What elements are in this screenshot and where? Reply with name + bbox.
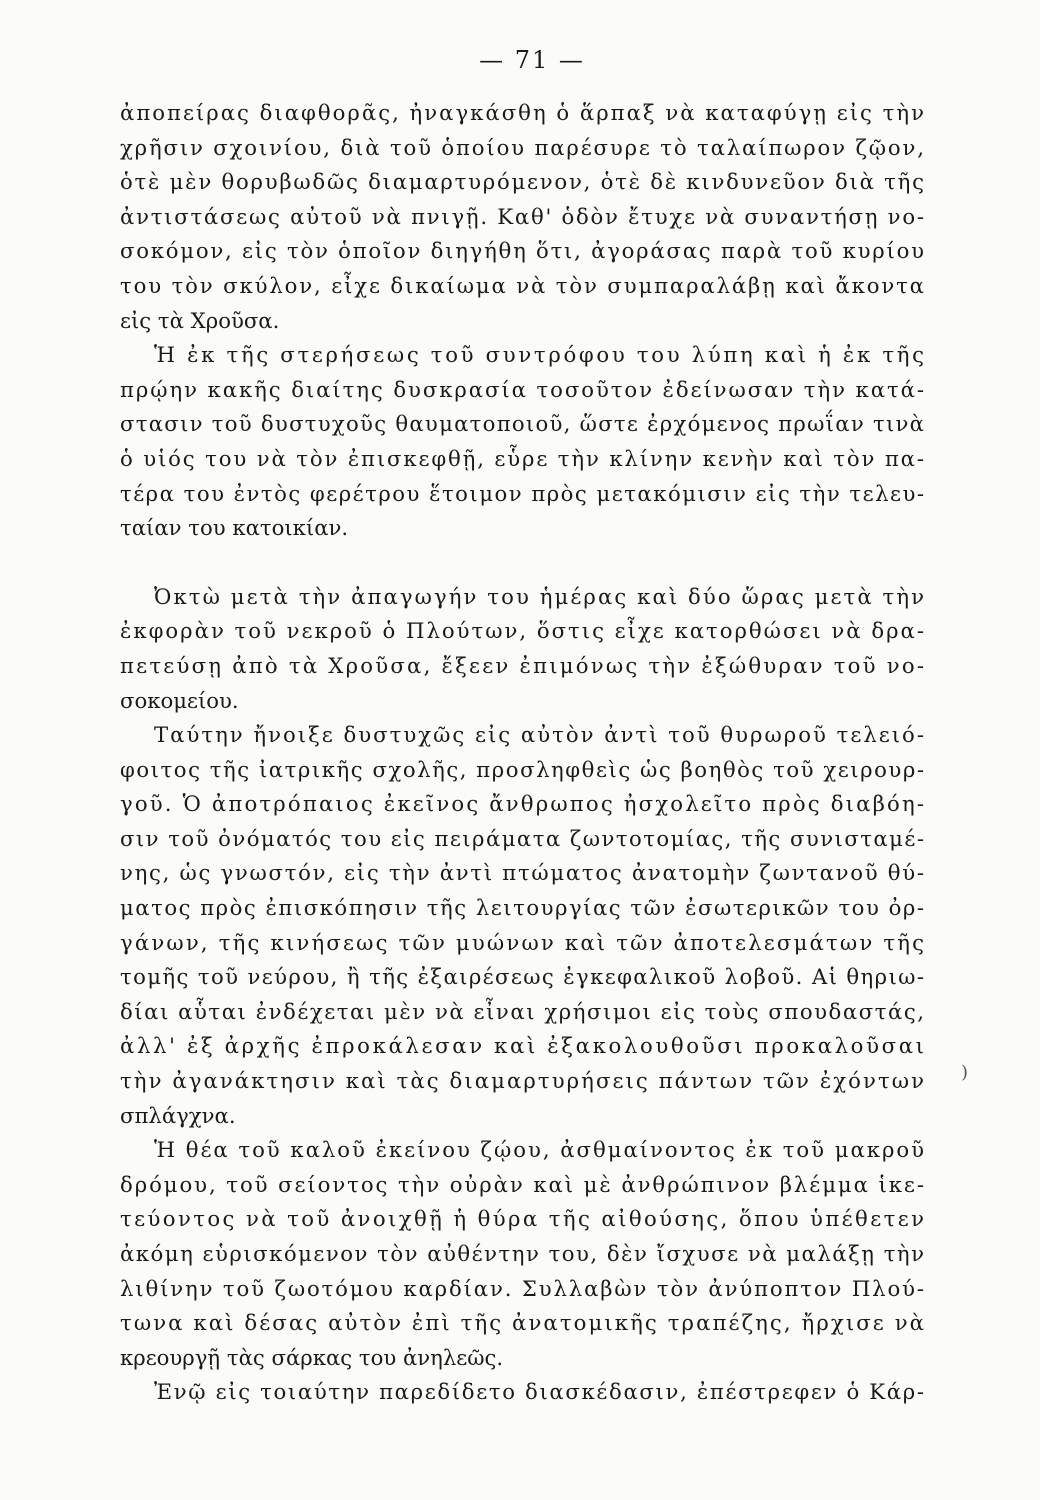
- text-line: τέρα του ἐντὸς φερέτρου ἕτοιμον πρὸς μετακόμισιν εἰς τὴν τελευ-: [120, 480, 926, 506]
- text-line: ἀκόμη εὑρισκόμενον τὸν αὐθέντην του, δὲν ἴσχυσε νὰ μαλάξῃ τὴν: [120, 1241, 926, 1266]
- text-line: Ἡ θέα τοῦ καλοῦ ἐκείνου ζῴου, ἀσθμαίνοντος ἐκ τοῦ μακροῦ: [154, 1137, 926, 1163]
- paragraph-3: [120, 580, 927, 718]
- text-line: στασιν τοῦ δυστυχοῦς θαυματοποιοῦ, ὥστε ἐρχόμενος πρωΐαν τινὰ: [120, 411, 926, 437]
- text-line: λιθίνην τοῦ ζωοτόμου καρδίαν. Συλλαβὼν τὸν ἀνύποπτον Πλού-: [120, 1275, 926, 1301]
- text-line: ἀντιστάσεως αὐτοῦ νὰ πνιγῇ. Καθ' ὁδὸν ἔτυχε νὰ συναντήσῃ νο-: [120, 203, 926, 229]
- text-line: χρῆσιν σχοινίου, διὰ τοῦ ὁποίου παρέσυρε τὸ ταλαίπωρον ζῷον,: [120, 134, 926, 160]
- text-line: τομῆς τοῦ νεύρου, ἢ τῆς ἐξαιρέσεως ἐγκεφαλικοῦ λοβοῦ. Αἱ θηριω-: [120, 964, 926, 990]
- paragraph-1: [120, 96, 924, 338]
- paragraph-4: [120, 718, 927, 1133]
- text-line: Ὀκτὼ μετὰ τὴν ἀπαγωγήν του ἡμέρας καὶ δύο ὥρας μετὰ τὴν: [154, 583, 927, 609]
- text-line: ὁ υἱός του νὰ τὸν ἐπισκεφθῇ, εὗρε τὴν κλίνην κενὴν καὶ τὸν πα-: [120, 445, 926, 471]
- paragraph-gap: [120, 546, 924, 580]
- text-line: δίαι αὗται ἐνδέχεται μὲν νὰ εἶναι χρήσιμοι εἰς τοὺς σπουδαστάς,: [120, 998, 926, 1024]
- text-line: σπλάγχνα.: [120, 1102, 236, 1128]
- text-line: σιν τοῦ ὀνόματός του εἰς πειράματα ζωντοτομίας, τῆς συνισταμέ-: [120, 825, 926, 851]
- text-line: εἰς τὰ Χροῦσα.: [120, 307, 280, 333]
- text-line: Ἡ ἐκ τῆς στερήσεως τοῦ συντρόφου του λύπη καὶ ἡ ἐκ τῆς: [154, 342, 927, 368]
- text-line: σοκομείου.: [120, 687, 239, 713]
- text-line: γάνων, τῆς κινήσεως τῶν μυώνων καὶ τῶν ἀποτελεσμάτων τῆς: [120, 929, 927, 955]
- text-line: πρῴην κακῆς διαίτης δυσκρασία τοσοῦτον ἐδείνωσαν τὴν κατά-: [120, 376, 926, 402]
- text-line: ἀποπείρας διαφθορᾶς, ἠναγκάσθη ὁ ἅρπαξ νὰ καταφύγῃ εἰς τὴν: [120, 100, 926, 125]
- text-line: ταίαν του κατοικίαν.: [120, 515, 349, 541]
- text-line: ἀλλ' ἐξ ἀρχῆς ἐπροκάλεσαν καὶ ἐξακολουθοῦσι προκαλοῦσαι: [120, 1033, 927, 1059]
- text-line: σοκόμον, εἰς τὸν ὁποῖον διηγήθη ὅτι, ἀγοράσας παρὰ τοῦ κυρίου: [120, 238, 926, 264]
- text-line: γοῦ. Ὁ ἀποτρόπαιος ἐκεῖνος ἄνθρωπος ἠσχολεῖτο πρὸς διαβόη-: [120, 791, 927, 817]
- paragraph-5: [120, 1133, 927, 1375]
- text-line: ἐκφορὰν τοῦ νεκροῦ ὁ Πλούτων, ὅστις εἶχε κατορθώσει νὰ δρα-: [120, 618, 926, 644]
- text-line: ὁτὲ μὲν θορυβωδῶς διαμαρτυρόμενον, ὁτὲ δὲ κινδυνεῦον διὰ τῆς: [120, 169, 926, 195]
- text-line: πετεύσῃ ἀπὸ τὰ Χροῦσα, ἔξεεν ἐπιμόνως τὴν ἐξώθυραν τοῦ νο-: [120, 652, 927, 678]
- text-line: τὴν ἀγανάκτησιν καὶ τὰς διαμαρτυρήσεις πάντων τῶν ἐχόντων: [120, 1068, 927, 1094]
- text-line: Ταύτην ἤνοιξε δυστυχῶς εἰς αὐτὸν ἀντὶ τοῦ θυρωροῦ τελειό-: [154, 722, 926, 748]
- margin-mark: ): [960, 1062, 968, 1083]
- text-line: τεύοντος νὰ τοῦ ἀνοιχθῇ ἡ θύρα τῆς αἰθούσης, ὅπου ὑπέθετεν: [120, 1206, 927, 1232]
- text-line: του τὸν σκύλον, εἶχε δικαίωμα νὰ τὸν συμπαραλάβῃ καὶ ἄκοντα: [120, 272, 926, 298]
- text-line: νης, ὡς γνωστόν, εἰς τὴν ἀντὶ πτώματος ἀνατομὴν ζωντανοῦ θύ-: [120, 860, 926, 886]
- text-line: Ἐνῷ εἰς τοιαύτην παρεδίδετο διασκέδασιν, ἐπέστρεφεν ὁ Κάρ-: [154, 1379, 926, 1405]
- paragraph-6: [120, 1375, 924, 1410]
- text-line: δρόμου, τοῦ σείοντος τὴν οὐρὰν καὶ μὲ ἀνθρώπινον βλέμμα ἱκε-: [120, 1171, 926, 1197]
- text-line: φοιτος τῆς ἰατρικῆς σχολῆς, προσληφθεὶς ὡς βοηθὸς τοῦ χειρουρ-: [120, 756, 926, 782]
- paragraph-2: [120, 338, 927, 546]
- page-number: — 71 —: [479, 46, 585, 74]
- text-line: τωνα καὶ δέσας αὐτὸν ἐπὶ τῆς ἀνατομικῆς τραπέζης, ἤρχισε νὰ: [120, 1310, 927, 1336]
- text-line: ματος πρὸς ἐπισκόπησιν τῆς λειτουργίας τῶν ἐσωτερικῶν του ὀρ-: [120, 895, 926, 921]
- text-line: κρεουργῇ τὰς σάρκας του ἀνηλεῶς.: [120, 1344, 504, 1370]
